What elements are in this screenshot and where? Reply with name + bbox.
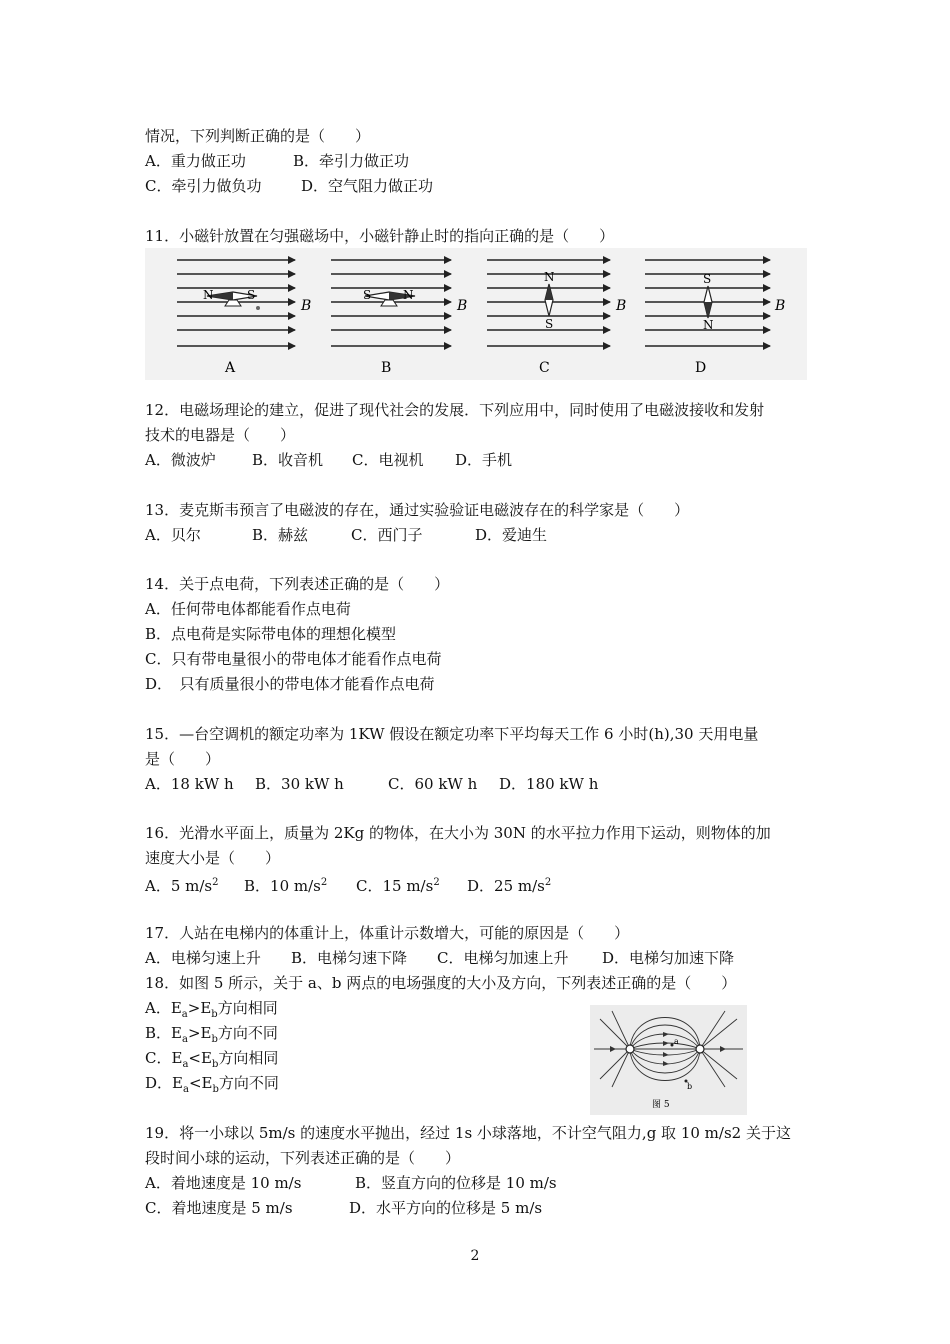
q19-stem-line2: 段时间小球的运动，下列表述正确的是（ ）	[145, 1149, 461, 1167]
q15-stem-line2: 是（ ）	[145, 750, 221, 768]
q16-option-a: A．5 $m/s^2$	[145, 877, 219, 895]
q19-options-row1	[145, 1173, 557, 1193]
q19-option-c: C．着地速度是 5 m/s	[145, 1199, 293, 1217]
q17-stem: 17．人站在电梯内的体重计上，体重计示数增大，可能的原因是（ ）	[145, 924, 630, 942]
q17-option-c: C．电梯匀加速上升	[437, 949, 569, 967]
q14-option-a: A．任何带电体都能看作点电荷	[145, 600, 351, 618]
panel-label-d: D	[695, 360, 707, 376]
q12-option-d: D．手机	[455, 451, 513, 469]
q15-option-a: A．18 kW h	[145, 775, 234, 793]
field-label-b-d: B	[775, 298, 786, 314]
q10-stem: 情况，下列判断正确的是（ ）	[145, 127, 371, 145]
q13-options	[145, 525, 547, 545]
q17-option-a: A．电梯匀速上升	[145, 949, 261, 967]
q18-option-a: A．$E_a>E_b$方向相同	[145, 999, 278, 1020]
q10-options-row1	[145, 151, 409, 171]
q14-option-d: D． 只有质量很小的带电体才能看作点电荷	[145, 675, 435, 693]
figure-caption: 图 5	[652, 1100, 670, 1110]
panel-label-c: C	[539, 360, 550, 376]
q16-option-d: D．25 $m/s^2$	[467, 877, 552, 895]
q15-option-b: B．30 kW h	[255, 775, 344, 793]
q15-option-c: C．60 kW h	[388, 775, 478, 793]
q11-stem: 11．小磁针放置在匀强磁场中，小磁针静止时的指向正确的是（ ）	[145, 227, 615, 245]
q13-option-d: D．爱迪生	[475, 526, 548, 544]
q17-options	[145, 948, 734, 968]
pole-label-c-top: N	[544, 270, 555, 284]
q16-stem-line2: 速度大小是（ ）	[145, 849, 281, 867]
pole-label-c-bottom: S	[545, 317, 554, 331]
q18-option-c: C．$E_a<E_b$方向相同	[145, 1049, 279, 1070]
q13-option-b: B．赫兹	[252, 526, 309, 544]
q15-option-d: D．180 kW h	[499, 775, 599, 793]
q12-options	[145, 450, 512, 470]
negative-charge	[696, 1045, 704, 1053]
q17-option-b: B．电梯匀速下降	[291, 949, 408, 967]
pole-label-d-top: S	[703, 272, 712, 286]
panel-label-b: B	[381, 360, 392, 376]
q10-option-d: D．空气阻力做正功	[301, 177, 434, 195]
panel-label-a: A	[225, 360, 236, 376]
electric-field-figure	[590, 1005, 747, 1115]
q10-option-b: B．牵引力做正功	[293, 152, 410, 170]
pole-label-b-right: N	[403, 288, 414, 302]
q19-option-d: D．水平方向的位移是 5 m/s	[349, 1199, 543, 1217]
q10-option-a: A．重力做正功	[145, 152, 246, 170]
field-label-b-a: B	[301, 298, 312, 314]
compass-needle-figure	[145, 248, 807, 380]
point-b-label: b	[687, 1082, 693, 1091]
q12-stem-line2: 技术的电器是（ ）	[145, 426, 296, 444]
q19-options-row2	[145, 1198, 542, 1218]
pole-label-a-left: N	[203, 288, 214, 302]
q15-options	[145, 774, 598, 794]
q16-option-c: C．15 $m/s^2$	[356, 877, 440, 895]
q12-stem-line1: 12．电磁场理论的建立，促进了现代社会的发展．下列应用中，同时使用了电磁波接收和发射	[145, 401, 765, 419]
q16-option-b: B．10 $m/s^2$	[244, 877, 328, 895]
field-label-b-b: B	[457, 298, 468, 314]
q16-stem-line1: 16．光滑水平面上，质量为 2Kg 的物体，在大小为 30N 的水平拉力作用下运动，则物体的加	[145, 824, 771, 842]
q16-options	[145, 873, 551, 896]
q18-stem: 18．如图 5 所示，关于 a、b 两点的电场强度的大小及方向，下列表述正确的是（ ）	[145, 974, 737, 992]
field-label-b-c: B	[616, 298, 627, 314]
positive-charge	[626, 1045, 634, 1053]
q15-stem-line1: 15．—台空调机的额定功率为 1KW 假设在额定功率下平均每天工作 6 小时(h),30 天用电量	[145, 725, 759, 743]
pole-label-b-left: S	[363, 288, 372, 302]
page-number: 2	[470, 1248, 480, 1264]
q19-option-b: B．竖直方向的位移是 10 m/s	[355, 1174, 557, 1192]
point-a-label: a	[674, 1037, 679, 1046]
q18-option-d: D．$E_a<E_b$方向不同	[145, 1074, 279, 1095]
q12-option-a: A．微波炉	[145, 451, 216, 469]
q13-stem: 13．麦克斯韦预言了电磁波的存在，通过实验验证电磁波存在的科学家是（ ）	[145, 501, 690, 519]
q13-option-c: C．西门子	[351, 526, 423, 544]
q19-option-a: A．着地速度是 10 m/s	[145, 1174, 302, 1192]
q19-stem-line1: 19．将一小球以 5m/s 的速度水平抛出，经过 1s 小球落地，不计空气阻力,g 取 10 m/s2 关于这	[145, 1124, 791, 1142]
q14-stem: 14．关于点电荷，下列表述正确的是（ ）	[145, 575, 450, 593]
q17-option-d: D．电梯匀加速下降	[602, 949, 735, 967]
q14-option-b: B．点电荷是实际带电体的理想化模型	[145, 625, 397, 643]
q13-option-a: A．贝尔	[145, 526, 201, 544]
q12-option-c: C．电视机	[352, 451, 424, 469]
q18-option-b: B．$E_a>E_b$方向不同	[145, 1024, 278, 1045]
q10-options-row2	[145, 176, 433, 196]
q10-option-c: C．牵引力做负功	[145, 177, 262, 195]
pole-label-a-right: S	[247, 288, 256, 302]
q12-option-b: B．收音机	[252, 451, 324, 469]
pole-label-d-bottom: N	[703, 318, 714, 332]
q14-option-c: C．只有带电量很小的带电体才能看作点电荷	[145, 650, 442, 668]
